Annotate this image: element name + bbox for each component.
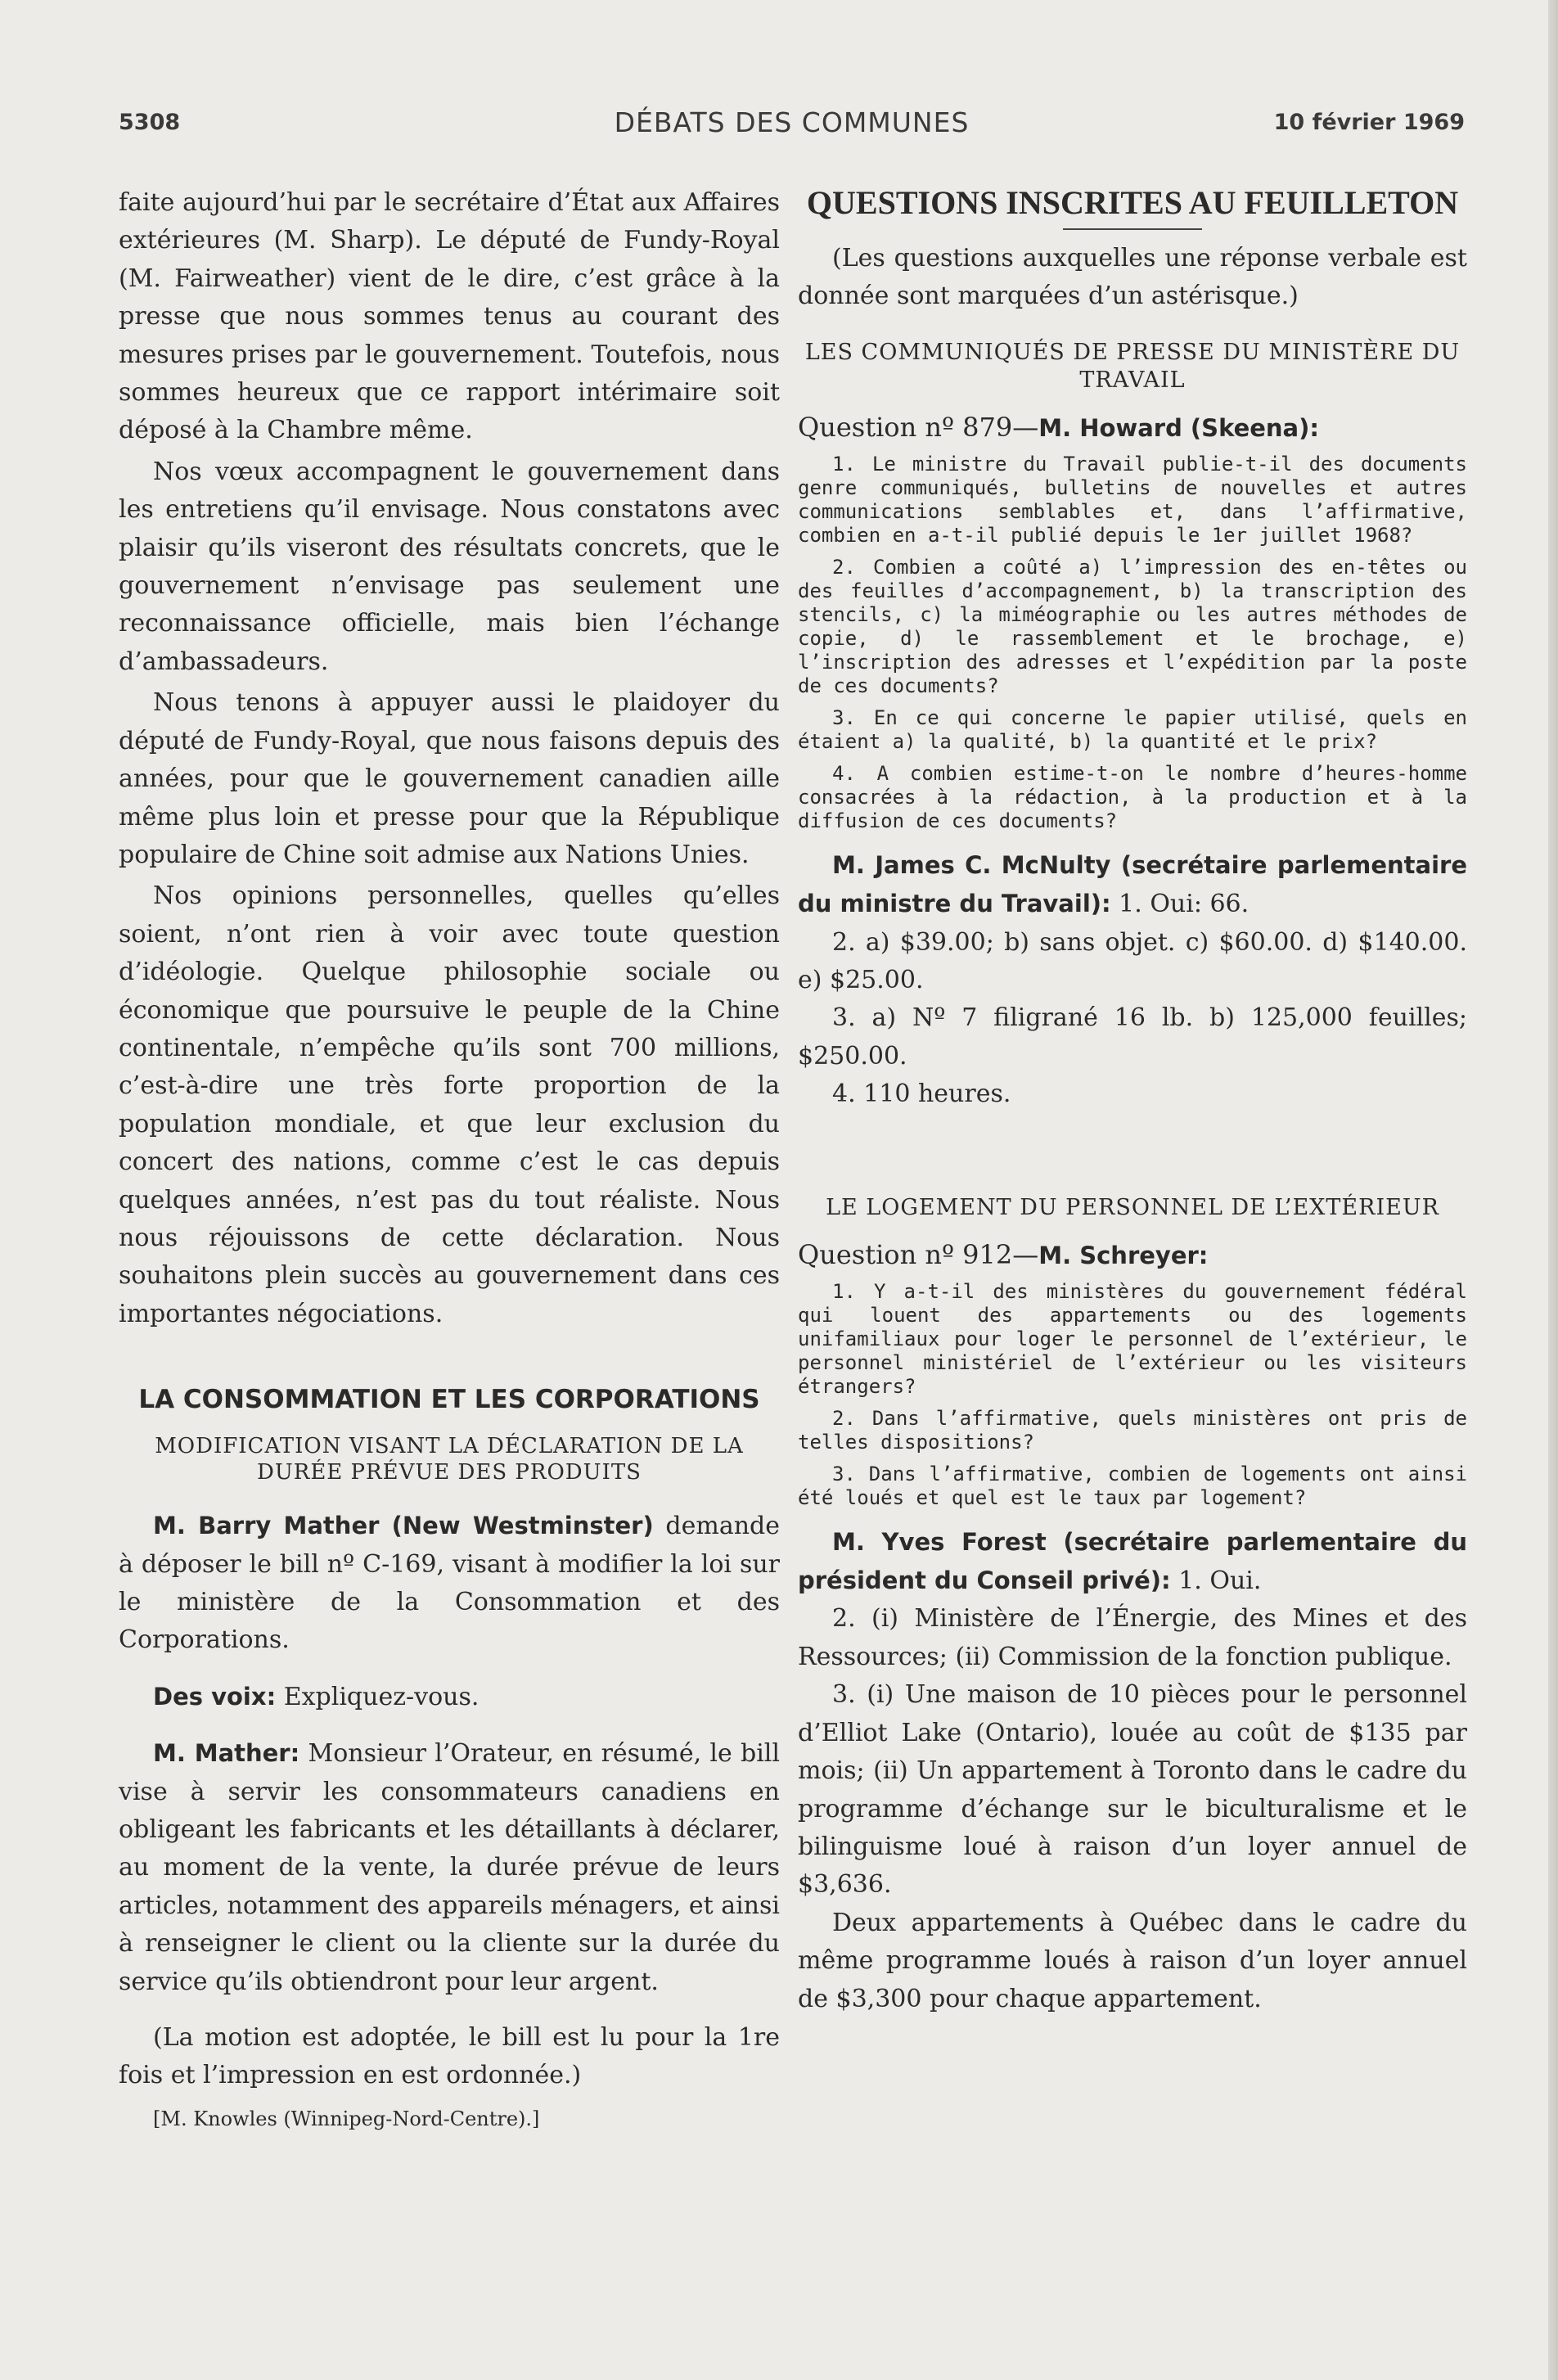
- title-rule: [1063, 228, 1202, 230]
- answer-item: 4. 110 heures.: [832, 1080, 1011, 1109]
- question-asker: M. Howard (Skeena):: [1038, 413, 1319, 442]
- paragraph-text: Monsieur l’Orateur, en résumé, le bill vise à servir les consommateurs canadiens en obligeant les fabricants et les détaillants à déclarer, au moment de la vente, la durée prévue de leurs articles, notamment des appareils ménagers, et ainsi à renseigner le client ou la cliente sur la durée du service qu’ils obtiendront pour leur argent.: [119, 1739, 780, 1996]
- answer-item: 2. a) $39.00; b) sans objet. c) $60.00. d) $140.00. e) $25.00.: [798, 927, 1467, 995]
- paragraph: faite aujourd’hui par le secrétaire d’État aux Affaires extérieures (M. Sharp). Le député de Fundy-Royal (M. Fairweather) vient de le dire, c’est grâce à la presse que nous sommes tenus au courant des mesures prises par le gouvernement. Toutefois, nous sommes heureux que ce rapport intérimaire soit déposé à la Chambre même.: [119, 188, 780, 445]
- paragraph: Nos vœux accompagnent le gouvernement dans les entretiens qu’il envisage. Nous constatons avec plaisir qu’ils viseront des résultats concrets, que le gouvernement n’envisage pas seulement une reconnaissance officielle, mais bien l’échange d’ambassadeurs.: [119, 457, 780, 676]
- voices-paragraph: [119, 1678, 780, 1716]
- motion-note: (La motion est adoptée, le bill est lu pour la 1re fois et l’impression en est ordonnée.): [119, 2023, 780, 2090]
- mather-speech: [119, 1734, 780, 2001]
- spacer: [798, 1114, 1467, 1171]
- speaker-name: M. Yves Forest (secrétaire parlementaire du président du Conseil privé):: [798, 1527, 1467, 1595]
- publication-title: DÉBATS DES COMMUNES: [614, 106, 970, 138]
- paragraph-text: Expliquez-vous.: [283, 1682, 480, 1711]
- left-column: [119, 184, 780, 2131]
- answer-item: 3. (i) Une maison de 10 pièces pour le personnel d’Elliot Lake (Ontario), louée au coût de $135 par mois; (ii) Un appartement à Toronto dans le cadre du programme d’échange sur le biculturalisme et le bilinguisme loué à raison d’un loyer annuel de $3,636.: [798, 1680, 1467, 1900]
- answer-paragraph: [798, 846, 1467, 924]
- speaker-name: M. Barry Mather (New Westminster): [153, 1512, 654, 1540]
- page-date: 10 février 1969: [1273, 110, 1465, 135]
- paragraph-text: demande à déposer le bill nº C-169, visant à modifier la loi sur le ministère de la Consommation et des Corporations.: [119, 1512, 780, 1655]
- bill-introduction: [119, 1507, 780, 1660]
- section-heading: LES COMMUNIQUÉS DE PRESSE DU MINISTÈRE DU TRAVAIL: [804, 339, 1461, 393]
- question-header: [798, 1237, 1467, 1273]
- section-heading: LE LOGEMENT DU PERSONNEL DE L’EXTÉRIEUR: [826, 1194, 1439, 1220]
- paragraph: Nous tenons à appuyer aussi le plaidoyer du député de Fundy-Royal, que nous faisons depuis des années, pour que le gouvernement canadien aille même plus loin et presse pour que la République populaire de Chine soit admise aux Nations Unies.: [119, 688, 780, 869]
- page-edge-shadow: [1548, 0, 1558, 2380]
- question-number: Question nº 879—: [798, 411, 1039, 443]
- question-item: 3. Dans l’affirmative, combien de logements ont ainsi été loués et quel est le taux par logement?: [798, 1462, 1467, 1509]
- section-heading: LA CONSOMMATION ET LES CORPORATIONS: [138, 1385, 760, 1415]
- answer-item: 1. Oui: 66.: [1119, 890, 1250, 919]
- speaker-name: M. Mather:: [153, 1739, 300, 1768]
- questions-title: QUESTIONS INSCRITES AU FEUILLETON: [806, 184, 1459, 221]
- question-number: Question nº 912—: [798, 1238, 1039, 1270]
- question-items: [798, 453, 1467, 833]
- paragraph: Nos opinions personnelles, quelles qu’elles soient, n’ont rien à voir avec toute question d’idéologie. Quelque philosophie sociale ou économique que poursuive le peuple de la Chine continentale, n’empêche qu’ils sont 700 millions, c’est-à-dire une très forte proportion de la population mondiale, et que leur exclusion du concert des nations, comme c’est le cas depuis quelques années, n’est pas du tout réaliste. Nous nous réjouissons de cette déclaration. Nous souhaitons plein succès au gouvernement dans ces importantes négociations.: [119, 881, 780, 1328]
- question-item: 4. A combien estime-t-on le nombre d’heures-homme consacrées à la rédaction, à la production et à la diffusion de ces documents?: [798, 761, 1467, 832]
- question-item: 2. Dans l’affirmative, quels ministères ont pris de telles dispositions?: [798, 1406, 1467, 1454]
- right-column: [798, 184, 1467, 2018]
- speaker-attribution: [M. Knowles (Winnipeg-Nord-Centre).]: [153, 2107, 540, 2130]
- speaker-name: M. James C. McNulty (secrétaire parlementaire du ministre du Travail):: [798, 850, 1467, 918]
- question-header: [798, 409, 1467, 446]
- answer-item: 1. Oui.: [1178, 1566, 1262, 1596]
- subsection-heading: MODIFICATION VISANT LA DÉCLARATION DE LA DURÉE PRÉVUE DES PRODUITS: [155, 1434, 744, 1485]
- question-asker: M. Schreyer:: [1038, 1241, 1209, 1269]
- question-items: [798, 1280, 1467, 1510]
- question-item: 2. Combien a coûté a) l’impression des en-têtes ou des feuilles d’accompagnement, b) la transcription des stencils, c) la miméographie ou les autres méthodes de copie, d) le rassemblement et le brochage, e) l’inscription des adresses et l’expédition par la poste de ces documents?: [798, 555, 1467, 697]
- page-header: [119, 106, 1465, 151]
- speaker-name: Des voix:: [153, 1682, 277, 1711]
- asterisk-note: (Les questions auxquelles une réponse verbale est donnée sont marquées d’un astérisque.): [798, 244, 1467, 311]
- page-number: 5308: [119, 110, 181, 135]
- answer-item: 2. (i) Ministère de l’Énergie, des Mines et des Ressources; (ii) Commission de la fonction publique.: [798, 1604, 1467, 1671]
- answer-item: Deux appartements à Québec dans le cadre du même programme loués à raison d’un loyer annuel de $3,300 pour chaque appartement.: [798, 1908, 1467, 2013]
- question-item: 1. Y a-t-il des ministères du gouvernement fédéral qui louent des appartements ou des logements unifamiliaux pour loger le personnel de l’extérieur, le personnel ministériel de l’extérieur ou les visiteurs étrangers?: [798, 1279, 1467, 1398]
- question-item: 1. Le ministre du Travail publie-t-il des documents genre communiqués, bulletins de nouvelles et autres communications semblables et, dans l’affirmative, combien en a-t-il publié depuis le 1er juillet 1968?: [798, 452, 1467, 547]
- answer-paragraph: [798, 1523, 1467, 1601]
- answer-item: 3. a) Nº 7 filigrané 16 lb. b) 125,000 feuilles; $250.00.: [798, 1003, 1467, 1071]
- question-item: 3. En ce qui concerne le papier utilisé, quels en étaient a) la qualité, b) la quantité et le prix?: [798, 705, 1467, 753]
